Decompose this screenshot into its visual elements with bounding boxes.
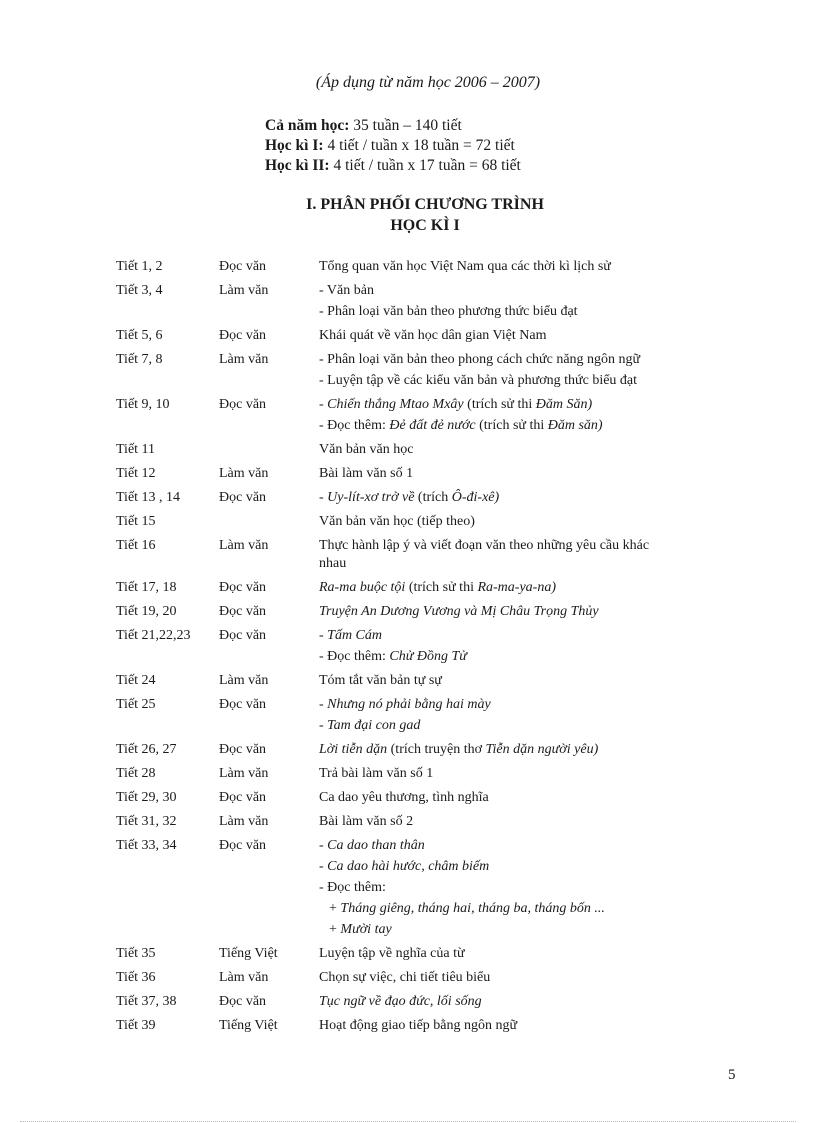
lesson-number: Tiết 19, 20 xyxy=(116,604,177,619)
lesson-number: Tiết 25 xyxy=(116,697,156,712)
lesson-number: Tiết 39 xyxy=(116,1018,156,1033)
lesson-number: Tiết 31, 32 xyxy=(116,814,177,829)
lesson-number: Tiết 1, 2 xyxy=(116,259,163,274)
lesson-type: Đọc văn xyxy=(219,397,267,412)
semester1-value: 4 tiết / tuần x 18 tuần = 72 tiết xyxy=(327,137,515,154)
content-line: - Tam đại con gad xyxy=(319,718,421,733)
schedule-row xyxy=(116,327,726,345)
lesson-content: Văn bản văn học (tiếp theo) xyxy=(319,514,475,529)
schedule-row xyxy=(116,489,726,507)
semester2-label: Học kì II: xyxy=(265,157,330,174)
content-line: - Đọc thêm: xyxy=(319,880,386,895)
lesson-number: Tiết 11 xyxy=(116,442,156,457)
lesson-number: Tiết 9, 10 xyxy=(116,397,170,412)
schedule-row xyxy=(116,696,726,735)
lesson-number: Tiết 12 xyxy=(116,466,156,481)
schedule-row xyxy=(116,579,726,597)
content-line: - Đọc thêm: Đẻ đất đẻ nước (trích sử thi Đăm săn) xyxy=(319,418,603,433)
content-line: - Đọc thêm: Chử Đồng Tử xyxy=(319,649,467,664)
page-bottom-divider xyxy=(20,1121,796,1122)
work-title: Uy-lít-xơ trở về xyxy=(327,490,415,505)
work-title: Đẻ đất đẻ nước xyxy=(389,418,476,433)
lesson-type: Đọc văn xyxy=(219,490,267,505)
lesson-type: Đọc văn xyxy=(219,628,267,643)
lesson-type: Làm văn xyxy=(219,673,269,688)
lesson-type: Làm văn xyxy=(219,814,269,829)
lesson-content xyxy=(319,282,726,321)
content-line: - Tấm Cám xyxy=(319,628,383,643)
lesson-number: Tiết 37, 38 xyxy=(116,994,177,1009)
schedule-row xyxy=(116,672,726,690)
content-line: Thực hành lập ý và viết đoạn văn theo những yêu cầu khác xyxy=(319,538,650,553)
schedule-row xyxy=(116,396,726,435)
lesson-type: Làm văn xyxy=(219,283,269,298)
content-line: - Luyện tập về các kiểu văn bản và phương thức biểu đạt xyxy=(319,373,638,388)
lesson-content xyxy=(319,351,726,390)
lesson-content: Lời tiễn dặn (trích truyện thơ Tiễn dặn người yêu) xyxy=(319,742,599,757)
schedule-row xyxy=(116,969,726,987)
work-title: Ra-ma buộc tội xyxy=(319,580,406,595)
schedule-row xyxy=(116,627,726,666)
work-title: Mười tay xyxy=(340,922,392,937)
lesson-number: Tiết 26, 27 xyxy=(116,742,177,757)
lesson-type: Đọc văn xyxy=(219,994,267,1009)
schedule-table xyxy=(116,258,726,1041)
lesson-content: Tục ngữ về đạo đức, lối sống xyxy=(319,994,482,1009)
schedule-row xyxy=(116,945,726,963)
schedule-row xyxy=(116,1017,726,1035)
lesson-content: Ca dao yêu thương, tình nghĩa xyxy=(319,790,489,805)
lesson-content: Ra-ma buộc tội (trích sử thi Ra-ma-ya-na) xyxy=(319,580,556,595)
lesson-type: Làm văn xyxy=(219,970,269,985)
source-title: Ra-ma-ya-na) xyxy=(477,580,556,595)
schedule-row xyxy=(116,993,726,1011)
lesson-content: Tổng quan văn học Việt Nam qua các thời kì lịch sử xyxy=(319,259,611,274)
semester-heading: HỌC KÌ I xyxy=(390,217,460,234)
content-line: - Văn bản xyxy=(319,283,374,298)
lesson-number: Tiết 35 xyxy=(116,946,156,961)
content-line: nhau xyxy=(319,556,347,571)
lesson-number: Tiết 21,22,23 xyxy=(116,628,191,643)
lesson-content: Hoạt động giao tiếp bằng ngôn ngữ xyxy=(319,1018,518,1033)
schedule-row xyxy=(116,765,726,783)
course-summary xyxy=(265,116,521,176)
schedule-row xyxy=(116,441,726,459)
lesson-content: Trả bài làm văn số 1 xyxy=(319,766,434,781)
lesson-content xyxy=(319,627,726,666)
content-line: - Ca dao hài hước, châm biếm xyxy=(319,859,490,874)
schedule-row xyxy=(116,351,726,390)
source-title: Đăm Săn) xyxy=(535,397,593,412)
lesson-content: Chọn sự việc, chi tiết tiêu biểu xyxy=(319,970,491,985)
lesson-type: Đọc văn xyxy=(219,838,267,853)
lesson-content: Văn bản văn học xyxy=(319,442,414,457)
applicable-year-note: (Áp dụng từ năm học 2006 – 2007) xyxy=(315,74,541,91)
lesson-content: Bài làm văn số 2 xyxy=(319,814,414,829)
lesson-type: Tiếng Việt xyxy=(219,946,278,961)
content-line: - Chiến thắng Mtao Mxây (trích sử thi Đăm Săn) xyxy=(319,397,593,412)
content-line: + Mười tay xyxy=(329,922,392,937)
lesson-type: Đọc văn xyxy=(219,697,267,712)
lesson-content xyxy=(319,696,726,735)
lesson-content xyxy=(319,396,726,435)
lesson-type: Đọc văn xyxy=(219,790,267,805)
schedule-row xyxy=(116,465,726,483)
lesson-number: Tiết 5, 6 xyxy=(116,328,163,343)
lesson-content: Khái quát về văn học dân gian Việt Nam xyxy=(319,328,547,343)
schedule-row xyxy=(116,258,726,276)
schedule-row xyxy=(116,837,726,939)
lesson-number: Tiết 33, 34 xyxy=(116,838,177,853)
content-line: - Phân loại văn bản theo phương thức biểu đạt xyxy=(319,304,578,319)
year-label: Cả năm học: xyxy=(265,117,350,134)
lesson-type: Đọc văn xyxy=(219,259,267,274)
lesson-number: Tiết 28 xyxy=(116,766,156,781)
schedule-row xyxy=(116,537,726,573)
schedule-row xyxy=(116,789,726,807)
lesson-type: Đọc văn xyxy=(219,580,267,595)
lesson-number: Tiết 13 , 14 xyxy=(116,490,181,505)
lesson-type: Làm văn xyxy=(219,466,269,481)
lesson-type: Làm văn xyxy=(219,766,269,781)
lesson-content: Truyện An Dương Vương và Mị Châu Trọng Thủy xyxy=(319,604,599,619)
lesson-type: Đọc văn xyxy=(219,328,267,343)
work-title: Lời tiễn dặn xyxy=(319,742,388,757)
schedule-row xyxy=(116,741,726,759)
lesson-content: Luyện tập về nghĩa của từ xyxy=(319,946,465,961)
lesson-number: Tiết 7, 8 xyxy=(116,352,163,367)
lesson-type: Đọc văn xyxy=(219,604,267,619)
source-title: Đăm săn) xyxy=(547,418,603,433)
lesson-number: Tiết 17, 18 xyxy=(116,580,177,595)
schedule-row xyxy=(116,513,726,531)
schedule-row xyxy=(116,813,726,831)
lesson-content: - Uy-lít-xơ trở về (trích Ô-đi-xê) xyxy=(319,490,500,505)
lesson-type: Làm văn xyxy=(219,352,269,367)
year-value: 35 tuần – 140 tiết xyxy=(353,117,462,134)
schedule-row xyxy=(116,282,726,321)
lesson-number: Tiết 24 xyxy=(116,673,156,688)
source-title: Tiễn dặn người yêu) xyxy=(485,742,599,757)
semester1-label: Học kì I: xyxy=(265,137,324,154)
lesson-content xyxy=(319,837,726,939)
lesson-content: Bài làm văn số 1 xyxy=(319,466,414,481)
section-heading: I. PHÂN PHỐI CHƯƠNG TRÌNH xyxy=(306,196,544,213)
lesson-number: Tiết 29, 30 xyxy=(116,790,177,805)
work-title: Chiến thắng Mtao Mxây xyxy=(327,397,464,412)
work-title: Tháng giêng, tháng hai, tháng ba, tháng bốn ... xyxy=(340,901,605,916)
page-number: 5 xyxy=(728,1067,736,1083)
lesson-type: Làm văn xyxy=(219,538,269,553)
lesson-type: Tiếng Việt xyxy=(219,1018,278,1033)
content-line: + Tháng giêng, tháng hai, tháng ba, tháng bốn ... xyxy=(329,901,605,916)
content-line: - Ca dao than thân xyxy=(319,838,425,853)
content-line: - Phân loại văn bản theo phong cách chức năng ngôn ngữ xyxy=(319,352,641,367)
schedule-row xyxy=(116,603,726,621)
content-line: - Nhưng nó phải bằng hai mày xyxy=(319,697,491,712)
lesson-number: Tiết 15 xyxy=(116,514,156,529)
lesson-type: Đọc văn xyxy=(219,742,267,757)
semester2-value: 4 tiết / tuần x 17 tuần = 68 tiết xyxy=(333,157,521,174)
lesson-content: Tóm tắt văn bản tự sự xyxy=(319,673,442,688)
source-title: Ô-đi-xê) xyxy=(451,490,500,505)
lesson-content xyxy=(319,537,726,573)
lesson-number: Tiết 36 xyxy=(116,970,156,985)
lesson-number: Tiết 16 xyxy=(116,538,156,553)
lesson-number: Tiết 3, 4 xyxy=(116,283,163,298)
work-title: Chử Đồng Tử xyxy=(389,649,467,664)
